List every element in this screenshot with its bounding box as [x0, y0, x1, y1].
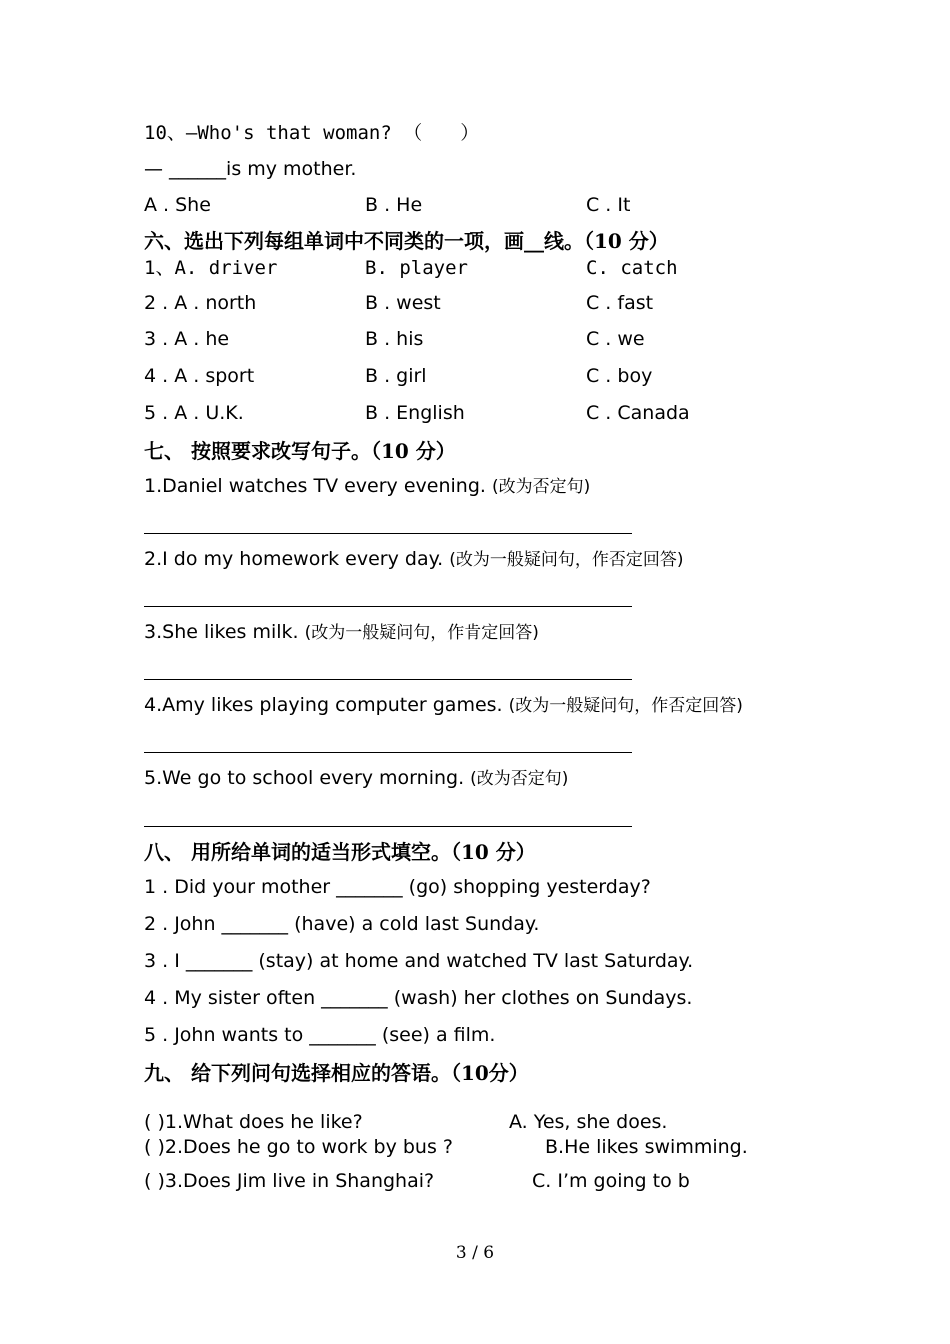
page-number: 3 / 6 — [455, 1243, 495, 1263]
s7-item-3-text: 3.She likes milk. — [144, 621, 305, 643]
s7-item-5-text: 5.We go to school every morning. — [144, 767, 471, 789]
s6-r1-c: C. catch — [586, 257, 678, 279]
s7-answer-line-2[interactable] — [144, 606, 632, 607]
s6-r3-a: 3 . A . he — [144, 328, 230, 350]
s9-row-1-answer: A. Yes, she does. — [509, 1111, 668, 1133]
s7-item-5-note: (改为否定句) — [470, 769, 569, 789]
s6-r1-b: B. player — [365, 257, 468, 279]
s9-row-2-question: ( )2.Does he go to work by bus ? — [144, 1136, 453, 1158]
s6-r2-c: C . fast — [586, 292, 654, 314]
s9-row-1-question: ( )1.What does he like? — [144, 1111, 363, 1133]
s6-r5-b: B . English — [365, 402, 465, 424]
s7-item-2 — [144, 547, 683, 572]
q10-option-a: A . She — [144, 194, 211, 216]
s6-r3-b: B . his — [365, 328, 424, 350]
section6-row-4 — [144, 364, 844, 388]
s7-item-3-note: (改为一般疑问句，作肯定回答) — [304, 623, 539, 643]
s6-r4-c: C . boy — [586, 365, 653, 387]
q10-stem: 10、—Who's that woman? （ ） — [144, 122, 480, 144]
s8-item-1: 1 . Did your mother _______ (go) shopping yesterday? — [144, 876, 651, 898]
s8-item-4: 4 . My sister often _______ (wash) her clothes on Sundays. — [144, 987, 693, 1009]
s6-r1-a: 1、A. driver — [144, 257, 278, 279]
s7-item-2-note: (改为一般疑问句，作否定回答) — [449, 550, 684, 570]
s7-item-4-note: (改为一般疑问句，作否定回答) — [508, 696, 743, 716]
q10-option-b: B . He — [365, 194, 423, 216]
s7-item-1-text: 1.Daniel watches TV every evening. — [144, 475, 492, 497]
s8-item-3: 3 . I _______ (stay) at home and watched TV last Saturday. — [144, 950, 694, 972]
q10-answer-line: — ______is my mother. — [144, 158, 357, 180]
section6-heading: 六、选出下列每组单词中不同类的一项，画__线。（10 分） — [144, 229, 669, 253]
section6-row-1 — [144, 256, 844, 280]
s6-r5-c: C . Canada — [586, 402, 690, 424]
s7-answer-line-3[interactable] — [144, 679, 632, 680]
section9-heading: 九、 给下列问句选择相应的答语。（10分） — [144, 1061, 529, 1085]
section6-row-5 — [144, 401, 844, 425]
s7-item-5 — [144, 766, 568, 791]
s7-item-4 — [144, 693, 743, 718]
s9-row-1 — [144, 1110, 844, 1134]
section6-row-2 — [144, 291, 844, 315]
s7-item-2-text: 2.I do my homework every day. — [144, 548, 450, 570]
s8-item-2: 2 . John _______ (have) a cold last Sunday. — [144, 913, 540, 935]
s9-row-3 — [144, 1169, 844, 1193]
s7-item-1-note: (改为否定句) — [491, 477, 591, 497]
s9-row-3-question: ( )3.Does Jim live in Shanghai? — [144, 1170, 435, 1192]
s9-row-2-answer: B.He likes swimming. — [545, 1136, 748, 1158]
q10-option-c: C . It — [586, 194, 631, 216]
s6-r5-a: 5 . A . U.K. — [144, 402, 244, 424]
s6-r3-c: C . we — [586, 328, 645, 350]
s7-answer-line-4[interactable] — [144, 752, 632, 753]
section6-row-3 — [144, 327, 844, 351]
s7-item-1 — [144, 474, 590, 499]
section7-heading: 七、 按照要求改写句子。（10 分） — [144, 439, 456, 463]
s6-r4-b: B . girl — [365, 365, 427, 387]
s7-answer-line-1[interactable] — [144, 533, 632, 534]
s8-item-5: 5 . John wants to _______ (see) a film. — [144, 1024, 496, 1046]
s7-item-4-text: 4.Amy likes playing computer games. — [144, 694, 509, 716]
s6-r2-b: B . west — [365, 292, 441, 314]
q10-options — [144, 193, 844, 217]
section8-heading: 八、 用所给单词的适当形式填空。（10 分） — [144, 840, 536, 864]
s6-r2-a: 2 . A . north — [144, 292, 257, 314]
s7-item-3 — [144, 620, 539, 645]
s6-r4-a: 4 . A . sport — [144, 365, 255, 387]
s9-row-2 — [144, 1135, 844, 1159]
s9-row-3-answer: C. I’m going to b — [532, 1170, 690, 1192]
s7-answer-line-5[interactable] — [144, 826, 632, 827]
